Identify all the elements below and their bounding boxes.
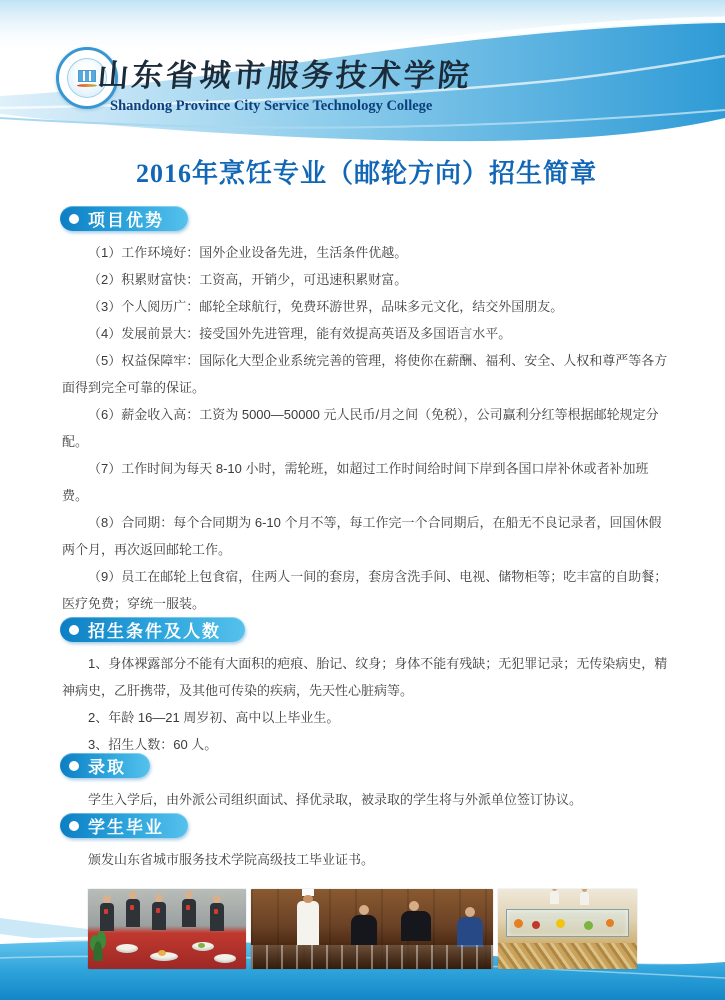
photo-food <box>606 919 614 927</box>
advantage-item-4: （4）发展前景大：接受国外先进管理，能有效提高英语及多国语言水平。 <box>88 326 512 341</box>
banquet-exhibition-photo <box>88 889 246 969</box>
advantage-item-3: （3）个人阅历广：邮轮全球航行，免费环游世界，品味多元文化，结交外国朋友。 <box>88 299 564 314</box>
advantage-item-7: （7）工作时间为每天 8-10 小时，需轮班，如超过工作时间给时间下岸到各国口岸补休或者补加班费。 <box>62 461 649 503</box>
photo-food <box>158 950 166 956</box>
photo-diner <box>351 915 377 945</box>
photo-food <box>532 921 540 929</box>
bullet-dot-icon <box>69 761 79 771</box>
advantage-item-6: （6）薪金收入高：工资为 5000—50000 元人民币/月之间（免税），公司赢利分红等根据邮轮规定分配。 <box>62 407 659 449</box>
graduation-text: 颁发山东省城市服务技术学院高级技工毕业证书。 <box>88 852 375 867</box>
photo-food <box>584 921 593 930</box>
section-heading-advantages <box>60 206 188 231</box>
photo-figure <box>210 903 224 931</box>
photo-plate <box>214 954 236 963</box>
photo-diner <box>457 917 483 947</box>
college-name-english: Shandong Province City Service Technology College <box>110 98 433 114</box>
photo-glassware <box>251 945 493 969</box>
bullet-dot-icon <box>69 214 79 224</box>
college-name-chinese: 山东省城市服务技术学院 <box>96 58 474 93</box>
admission-text: 学生入学后，由外派公司组织面试、择优录取，被录取的学生将与外派单位签订协议。 <box>88 792 583 807</box>
advantage-item-5: （5）权益保障牢：国际化大型企业系统完善的管理，将使你在薪酬、福利、安全、人权和尊严等各方面得到完全可靠的保证。 <box>62 353 668 395</box>
advantage-item-1: （1）工作环境好：国外企业设备先进，生活条件优越。 <box>88 245 408 260</box>
section-requirements <box>62 617 671 758</box>
section-heading-label: 项目优势 <box>88 211 164 230</box>
photo-figure <box>126 899 140 927</box>
section-heading-label: 学生毕业 <box>88 818 164 837</box>
section-advantages <box>62 206 671 617</box>
buffet-counter-photo <box>498 889 637 969</box>
requirement-item-1: 1、身体裸露部分不能有大面积的疤痕、胎记、纹身；身体不能有残缺；无犯罪记录；无传染病史，精神病史，乙肝携带，及其他可传染的疾病，先天性心脏病等。 <box>62 656 668 698</box>
page-title: 2016年烹饪专业（邮轮方向）招生简章 <box>135 159 597 188</box>
photo-plate <box>116 944 138 953</box>
photo-food <box>198 943 205 948</box>
photo-counter <box>498 943 637 969</box>
photo-figure <box>152 902 166 930</box>
photo-strip <box>88 889 671 969</box>
section-heading-label: 招生条件及人数 <box>88 622 221 641</box>
photo-diner <box>401 911 431 941</box>
photo-chef <box>297 901 319 945</box>
photo-figure <box>182 899 196 927</box>
bullet-dot-icon <box>69 821 79 831</box>
cruise-restaurant-dining-photo <box>251 889 493 969</box>
section-heading-label: 录取 <box>88 758 126 777</box>
photo-staff <box>580 892 589 905</box>
advantage-item-9: （9）员工在邮轮上包食宿，住两人一间的套房，套房含洗手间、电视、储物柜等；吃丰富的自助餐；医疗免费；穿统一服装。 <box>62 569 668 611</box>
photo-food <box>514 919 523 928</box>
photo-food <box>556 919 565 928</box>
section-admission <box>62 753 671 813</box>
section-heading-requirements <box>60 617 245 642</box>
photo-figure <box>100 903 114 931</box>
photo-plant <box>90 931 106 961</box>
requirement-item-3: 3、招生人数：60 人。 <box>88 737 218 752</box>
section-graduation <box>62 813 671 873</box>
requirement-item-2: 2、年龄 16—21 周岁初、高中以上毕业生。 <box>88 710 340 725</box>
advantage-item-8: （8）合同期：每个合同期为 6-10 个月不等，每工作完一个合同期后，在船无不良记录者，回国休假两个月，再次返回邮轮工作。 <box>62 515 662 557</box>
advantage-item-2: （2）积累财富快：工资高，开销少，可迅速积累财富。 <box>88 272 408 287</box>
bullet-dot-icon <box>69 625 79 635</box>
section-heading-graduation <box>60 813 188 838</box>
photo-staff <box>550 891 559 904</box>
